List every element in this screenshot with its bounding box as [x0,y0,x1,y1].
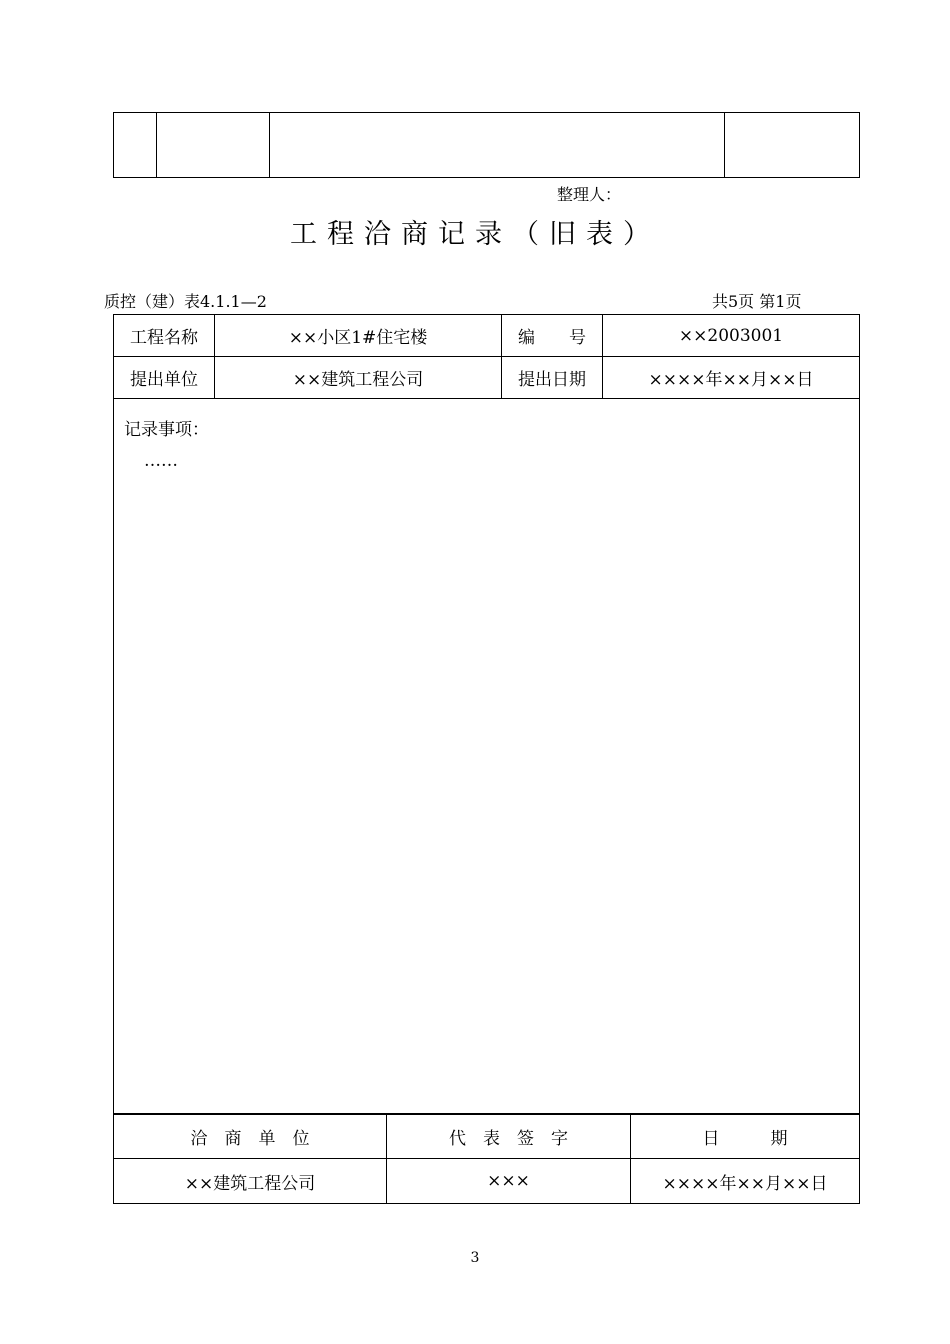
project-name-value: ××小区1#住宅楼 [215,315,502,357]
date-value: ××××年××月××日 [631,1159,860,1204]
record-items-label: 记录事项： [124,420,209,440]
compiler-label: 整理人： [557,185,622,204]
representative-signature-value: ××× [387,1159,631,1204]
empty-cell [157,113,270,178]
empty-cell [114,113,157,178]
negotiating-unit-header: 洽 商 单 位 [114,1114,387,1159]
page-info: 共5页 第1页 [712,292,802,311]
previous-page-table-fragment [113,112,860,178]
page-title: 工程洽商记录（旧表） [290,219,660,250]
submit-date-value: ××××年××月××日 [603,357,860,399]
record-table [113,314,860,1115]
negotiating-unit-value: ××建筑工程公司 [114,1159,387,1204]
record-items-cell [114,399,860,1115]
submit-date-label: 提出日期 [502,357,603,399]
submitter-label: 提出单位 [114,357,215,399]
representative-signature-header: 代 表 签 字 [387,1114,631,1159]
number-value: ××2003001 [603,315,860,357]
project-name-label: 工程名称 [114,315,215,357]
record-items-content: …… [144,451,178,471]
form-code: 质控（建）表4.1.1—2 [104,292,267,311]
empty-cell [725,113,860,178]
page-number: 3 [470,1250,480,1266]
date-header: 日 期 [631,1114,860,1159]
empty-cell [270,113,725,178]
submitter-value: ××建筑工程公司 [215,357,502,399]
number-label: 编 号 [502,315,603,357]
signoff-table [113,1113,860,1204]
